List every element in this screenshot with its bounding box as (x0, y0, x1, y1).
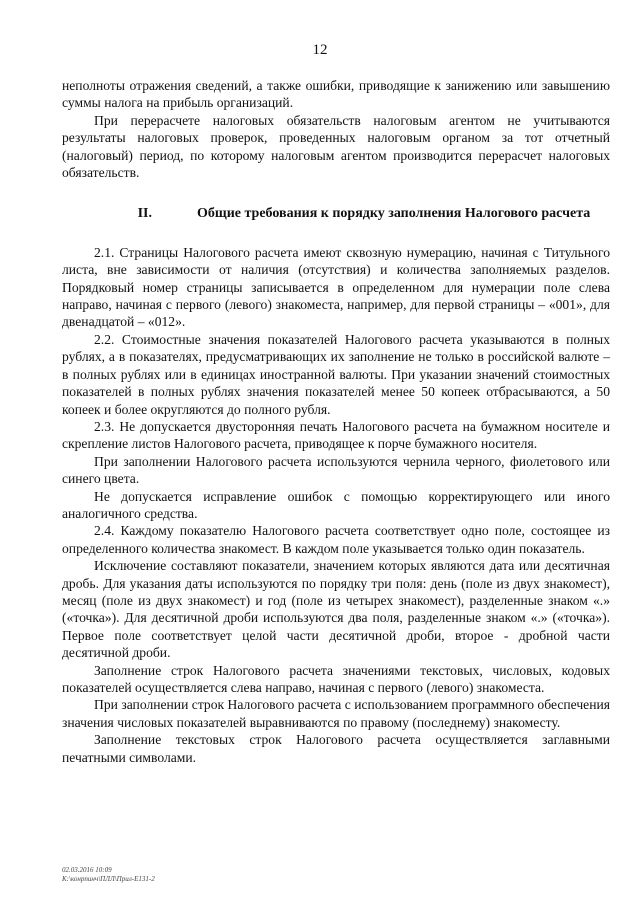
paragraph: неполноты отражения сведений, а также ошибки, приводящие к занижению или завышению суммы налога на прибыль организаций. (62, 78, 610, 111)
paragraph: 2.3. Не допускается двусторонняя печать Налогового расчета на бумажном носителе и скрепление листов Налогового расчета, приводящее к порче бумажного носителя. (62, 418, 610, 452)
section-number: II. (137, 206, 152, 222)
footer-stamp (62, 866, 155, 884)
page-number: 12 (312, 42, 328, 58)
paragraph: 2.2. Стоимостные значения показателей Налогового расчета указываются в полных рублях, а в показателях, предусматривающих их заполнение не только в российской валюте – в полных рублях или в единицах иностранной валюты. При указании значений стоимостных показателей в полных рублях значения показателей менее 50 копеек отбрасываются, а 50 копеек и более округляются до полного рубля. (62, 331, 610, 417)
footer-date: 02.03.2016 10:09 (62, 866, 112, 874)
paragraph: При перерасчете налоговых обязательств налоговым агентом не учитываются результаты налоговых проверок, проведенных налоговым органом за тот отчетный (налоговый) период, по которому налоговым агентом производится перерасчет налоговых обязательств. (62, 112, 610, 181)
paragraph: Заполнение строк Налогового расчета значениями текстовых, числовых, кодовых показателей осуществляется слева направо, начиная с первого (левого) знакоместа. (62, 662, 610, 695)
paragraph: Не допускается исправление ошибок с помощью корректирующего или иного аналогичного средства. (62, 488, 610, 521)
footer-path: К:\конрпинч\ПЛЛ\Прил-Е131-2 (62, 875, 155, 883)
paragraph: Исключение составляют показатели, значением которых являются дата или десятичная дробь. Для указания даты используются по порядку три поля: день (поле из двух знакомест), месяц (поле из двух знакомест) и год (поле из четырех знакомест), разделенные знаком «.» («точка»). Для десятичной дроби используются два поля, разделенные знаком «.» («точка»). Первое поле соответствует целой части десятичной дроби, второе - дробной части десятичной дроби. (62, 558, 610, 661)
paragraph: Заполнение текстовых строк Налогового расчета осуществляется заглавными печатными символами. (62, 732, 610, 765)
paragraph: 2.1. Страницы Налогового расчета имеют сквозную нумерацию, начиная с Титульного листа, вне зависимости от наличия (отсутствия) и количества заполняемых разделов. Порядковый номер страницы записывается в определенном для нумерации поле слева направо, начиная с первого (левого) знакоместа, например, для первой страницы – «001», для двенадцатой – «012». (62, 244, 610, 330)
paragraph: 2.4. Каждому показателю Налогового расчета соответствует одно поле, состоящее из определенного количества знакомест. В каждом поле указывается только один показатель. (62, 523, 610, 556)
paragraph: При заполнении Налогового расчета используются чернила черного, фиолетового или синего цвета. (62, 453, 610, 487)
section-heading (62, 205, 610, 222)
document-body (62, 77, 610, 766)
section-title: Общие требования к порядку заполнения Налогового расчета (197, 206, 591, 222)
paragraph: При заполнении строк Налогового расчета с использованием программного обеспечения значения числовых показателей выравниваются по правому (последнему) знакоместу. (62, 697, 610, 730)
